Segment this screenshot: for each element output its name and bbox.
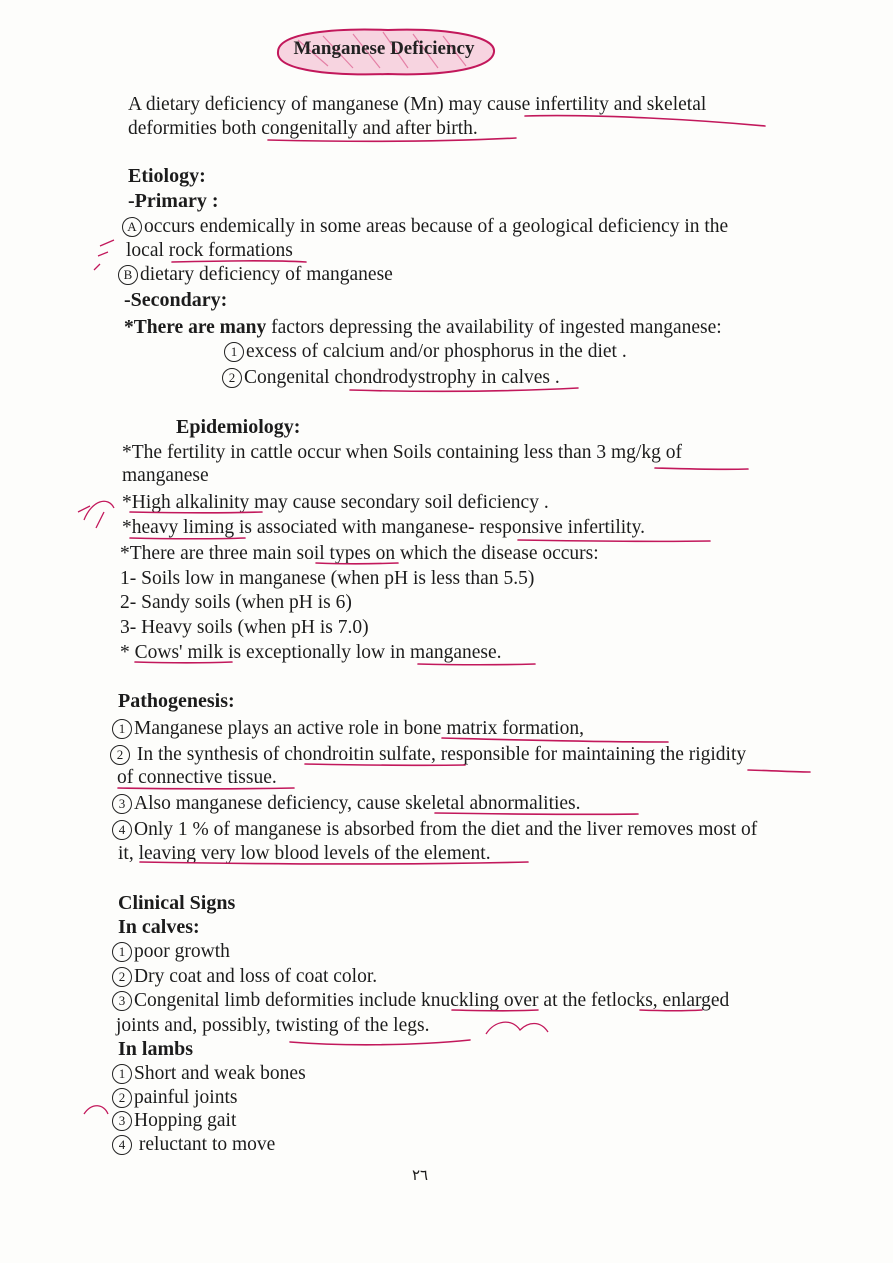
secondary-item-1 [224, 341, 627, 363]
margin-tick-marks [94, 240, 114, 270]
marker-b: B [118, 265, 138, 285]
lambs-item-4-text: reluctant to move [134, 1134, 276, 1155]
calves-marker-2: 2 [112, 967, 132, 987]
calves-marker-3: 3 [112, 991, 132, 1011]
epi-line-4: *heavy liming is associated with manganese- responsive infertility. [122, 517, 645, 538]
epi-line-5: *There are three main soil types on which the disease occurs: [120, 543, 599, 564]
primary-heading: -Primary : [128, 190, 219, 212]
patho-item-4-text: Only 1 % of manganese is absorbed from the diet and the liver removes most of [134, 819, 758, 840]
lambs-item-2-text: painful joints [134, 1087, 238, 1108]
primary-item-b [118, 264, 393, 286]
calves-item-3-text: Congenital limb deformities include knuckling over at the fetlocks, enlarged [134, 990, 730, 1011]
epidemiology-heading: Epidemiology: [176, 416, 301, 438]
primary-item-a-text: occurs endemically in some areas because of a geological deficiency in the [144, 216, 729, 237]
patho-item-1-text: Manganese plays an active role in bone matrix formation, [134, 718, 584, 739]
lambs-item-1-text: Short and weak bones [134, 1063, 306, 1084]
intro-line-1: A dietary deficiency of manganese (Mn) may cause infertility and skeletal [128, 94, 707, 115]
epi-line-3: *High alkalinity may cause secondary soil deficiency . [122, 492, 549, 513]
lambs-item-3-text: Hopping gait [134, 1110, 237, 1131]
lambs-item-2 [112, 1087, 237, 1109]
patho-marker-1: 1 [112, 719, 132, 739]
epi-line-1: *The fertility in cattle occur when Soils containing less than 3 mg/kg of [122, 442, 682, 463]
calves-item-2 [112, 966, 377, 988]
lambs-marker-2: 2 [112, 1088, 132, 1108]
margin-arabic-note [486, 1022, 548, 1034]
patho-item-3-text: Also manganese deficiency, cause skeletal abnormalities. [134, 793, 581, 814]
secondary-intro-bold: *There are many [124, 317, 267, 338]
lambs-marker-3: 3 [112, 1111, 132, 1131]
marker-1: 1 [224, 342, 244, 362]
primary-item-b-text: dietary deficiency of manganese [140, 264, 393, 285]
etiology-heading: Etiology: [128, 165, 206, 187]
intro-line-2: deformities both congenitally and after birth. [128, 118, 478, 139]
calves-item-3-cont: joints and, possibly, twisting of the legs. [116, 1015, 430, 1036]
patho-item-2 [110, 744, 746, 766]
lambs-marker-1: 1 [112, 1064, 132, 1084]
lambs-heading: In lambs [118, 1038, 194, 1060]
secondary-item-2-text: Congenital chondrodystrophy in calves . [244, 367, 560, 388]
page-number: ٢٦ [411, 1166, 429, 1184]
primary-item-a-cont: local rock formations [126, 240, 293, 261]
epi-line-8: 3- Heavy soils (when pH is 7.0) [120, 617, 369, 638]
lambs-marker-4: 4 [112, 1135, 132, 1155]
secondary-heading: -Secondary: [124, 289, 228, 311]
patho-item-4-cont: it, leaving very low blood levels of the element. [118, 843, 491, 864]
patho-item-1 [112, 718, 584, 740]
epi-line-7: 2- Sandy soils (when pH is 6) [120, 592, 352, 613]
marker-2: 2 [222, 368, 242, 388]
patho-item-4 [112, 819, 757, 841]
calves-marker-1: 1 [112, 942, 132, 962]
patho-item-3 [112, 793, 581, 815]
secondary-item-2 [222, 367, 560, 389]
epi-line-6: 1- Soils low in manganese (when pH is less than 5.5) [120, 568, 535, 589]
patho-marker-3: 3 [112, 794, 132, 814]
underline-twisting [290, 1040, 470, 1045]
underline-infertility [525, 116, 765, 126]
pathogenesis-heading: Pathogenesis: [118, 690, 235, 712]
underline-3mgkg [655, 468, 748, 469]
margin-scribble-2 [84, 1106, 108, 1114]
calves-item-3 [112, 990, 729, 1012]
marker-a: A [122, 217, 142, 237]
lambs-item-4 [112, 1134, 275, 1156]
lambs-item-1 [112, 1063, 306, 1085]
secondary-intro [124, 317, 722, 339]
secondary-intro-rest: factors depressing the availability of ingested manganese: [266, 317, 722, 338]
patho-marker-2: 2 [110, 745, 130, 765]
epi-line-2: manganese [122, 465, 209, 486]
epi-line-9: * Cows' milk is exceptionally low in manganese. [120, 642, 502, 663]
title-block [268, 22, 500, 80]
page-title: Manganese Deficiency [293, 38, 475, 59]
secondary-item-1-text: excess of calcium and/or phosphorus in the diet . [246, 341, 627, 362]
clinical-heading: Clinical Signs [118, 892, 236, 914]
calves-item-1-text: poor growth [134, 941, 230, 962]
margin-scribble-1 [78, 501, 114, 528]
patho-marker-4: 4 [112, 820, 132, 840]
calves-heading: In calves: [118, 916, 200, 938]
patho-item-2-text: In the synthesis of chondroitin sulfate, responsible for maintaining the rigidity [132, 744, 747, 765]
lambs-item-3 [112, 1110, 236, 1132]
calves-item-1 [112, 941, 230, 963]
patho-item-2-cont: of connective tissue. [117, 767, 277, 788]
primary-item-a [122, 216, 728, 238]
calves-item-2-text: Dry coat and loss of coat color. [134, 966, 378, 987]
